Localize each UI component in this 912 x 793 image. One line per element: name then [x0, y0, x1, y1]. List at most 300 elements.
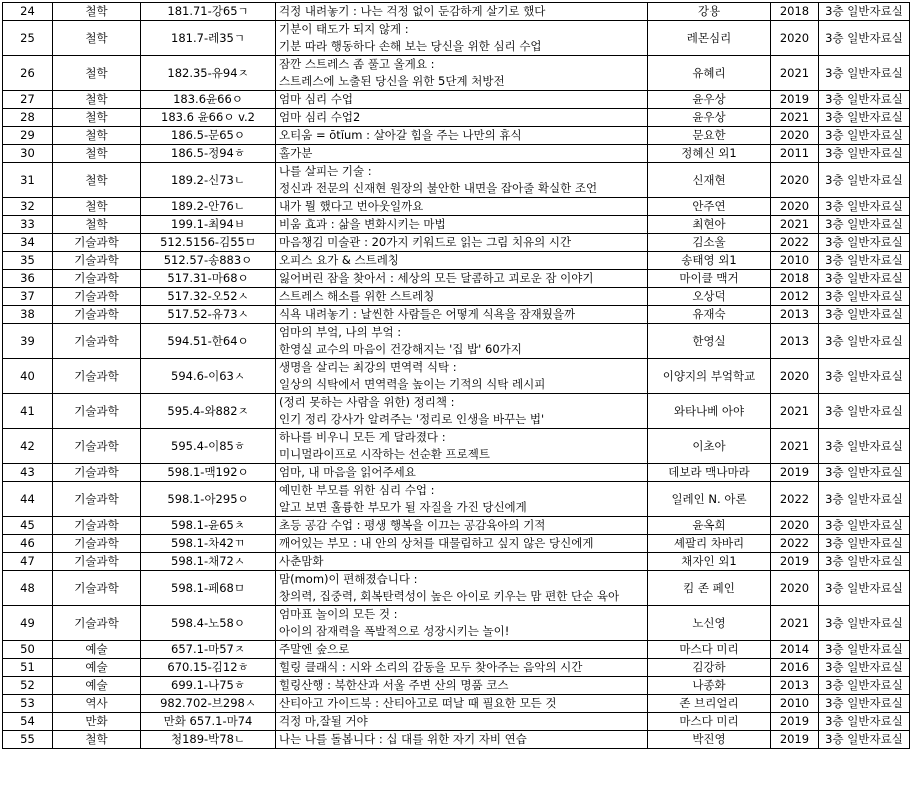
category-cell: 만화: [53, 713, 141, 731]
category-cell: 기술과학: [53, 234, 141, 252]
title-cell: [276, 127, 648, 145]
table-row: [3, 109, 910, 127]
location-cell: 3층 일반자료실: [819, 145, 910, 163]
table-row: [3, 270, 910, 288]
table-row: [3, 216, 910, 234]
row-number-cell: 26: [3, 56, 53, 91]
category-cell: 기술과학: [53, 606, 141, 641]
call-number-cell: 594.51-한64ㅇ: [141, 324, 276, 359]
category-cell: 철학: [53, 145, 141, 163]
category-cell: 기술과학: [53, 464, 141, 482]
location-cell: 3층 일반자료실: [819, 553, 910, 571]
category-cell: 철학: [53, 198, 141, 216]
year-cell: 2020: [771, 198, 819, 216]
row-number-cell: 39: [3, 324, 53, 359]
row-number-cell: 55: [3, 731, 53, 749]
title-line: 엄마의 부엌, 나의 부엌 :: [279, 325, 402, 339]
title-cell: [276, 464, 648, 482]
title-cell: [276, 109, 648, 127]
location-cell: 3층 일반자료실: [819, 429, 910, 464]
location-cell: 3층 일반자료실: [819, 359, 910, 394]
author-cell: 와타나베 아야: [648, 394, 771, 429]
title-line: 잃어버린 잠을 찾아서 : 세상의 모든 달콤하고 괴로운 잠 이야기: [279, 271, 594, 285]
row-number-cell: 25: [3, 21, 53, 56]
location-cell: 3층 일반자료실: [819, 91, 910, 109]
category-cell: 기술과학: [53, 252, 141, 270]
year-cell: 2013: [771, 677, 819, 695]
title-line: 기분 따라 행동하다 손해 보는 당신을 위한 심리 수업: [279, 39, 542, 53]
title-cell: [276, 145, 648, 163]
title-line: 맘(mom)이 편해졌습니다 :: [279, 572, 418, 586]
title-line: 아이의 잠재력을 폭발적으로 성장시키는 놀이!: [279, 624, 510, 638]
category-cell: 기술과학: [53, 429, 141, 464]
category-cell: 철학: [53, 91, 141, 109]
title-cell: [276, 324, 648, 359]
row-number-cell: 28: [3, 109, 53, 127]
title-line: 오티움 = ōtĭum : 살아갈 힘을 주는 나만의 휴식: [279, 128, 522, 142]
call-number-cell: 670.15-김12ㅎ: [141, 659, 276, 677]
location-cell: 3층 일반자료실: [819, 163, 910, 198]
author-cell: 마스다 미리: [648, 641, 771, 659]
year-cell: 2019: [771, 553, 819, 571]
table-row: [3, 324, 910, 359]
category-cell: 철학: [53, 731, 141, 749]
title-line: 힐링 클래식 : 시와 소리의 감동을 모두 찾아주는 음악의 시간: [279, 660, 583, 674]
row-number-cell: 50: [3, 641, 53, 659]
title-line: 오피스 요가 & 스트레칭: [279, 253, 399, 267]
author-cell: 존 브리얼리: [648, 695, 771, 713]
author-cell: 유혜리: [648, 56, 771, 91]
title-cell: [276, 695, 648, 713]
year-cell: 2018: [771, 270, 819, 288]
row-number-cell: 44: [3, 482, 53, 517]
table-row: [3, 198, 910, 216]
author-cell: 김강하: [648, 659, 771, 677]
location-cell: 3층 일반자료실: [819, 571, 910, 606]
table-row: [3, 91, 910, 109]
year-cell: 2021: [771, 394, 819, 429]
author-cell: 강용: [648, 3, 771, 21]
title-line: 엄마, 내 마음을 읽어주세요: [279, 465, 416, 479]
location-cell: 3층 일반자료실: [819, 517, 910, 535]
title-cell: [276, 306, 648, 324]
title-cell: [276, 535, 648, 553]
title-line: 산티아고 가이드북 : 산티아고로 떠날 때 필요한 모든 것: [279, 696, 557, 710]
author-cell: 송태영 외1: [648, 252, 771, 270]
year-cell: 2016: [771, 659, 819, 677]
call-number-cell: 595.4-이85ㅎ: [141, 429, 276, 464]
author-cell: 문요한: [648, 127, 771, 145]
year-cell: 2021: [771, 216, 819, 234]
call-number-cell: 181.7-레35ㄱ: [141, 21, 276, 56]
row-number-cell: 35: [3, 252, 53, 270]
category-cell: 철학: [53, 109, 141, 127]
location-cell: 3층 일반자료실: [819, 109, 910, 127]
title-line: 내가 뭘 했다고 번아웃일까요: [279, 199, 424, 213]
author-cell: 이양지의 부엌학교: [648, 359, 771, 394]
location-cell: 3층 일반자료실: [819, 216, 910, 234]
title-line: 비움 효과 : 삶을 변화시키는 마법: [279, 217, 446, 231]
title-cell: [276, 641, 648, 659]
author-cell: 안주연: [648, 198, 771, 216]
category-cell: 철학: [53, 163, 141, 198]
year-cell: 2022: [771, 482, 819, 517]
row-number-cell: 45: [3, 517, 53, 535]
call-number-cell: 598.1-아295ㅇ: [141, 482, 276, 517]
call-number-cell: 512.57-송883ㅇ: [141, 252, 276, 270]
title-cell: [276, 731, 648, 749]
table-row: [3, 56, 910, 91]
location-cell: 3층 일반자료실: [819, 56, 910, 91]
title-cell: [276, 163, 648, 198]
row-number-cell: 42: [3, 429, 53, 464]
title-line: 창의력, 집중력, 회복탄력성이 높은 아이로 키우는 맘 편한 단순 육아: [279, 589, 620, 603]
author-cell: 레몬심리: [648, 21, 771, 56]
year-cell: 2010: [771, 695, 819, 713]
category-cell: 역사: [53, 695, 141, 713]
year-cell: 2019: [771, 464, 819, 482]
row-number-cell: 37: [3, 288, 53, 306]
title-line: 나를 살피는 기술 :: [279, 164, 372, 178]
title-line: 사춘맘화: [279, 554, 324, 568]
table-row: [3, 695, 910, 713]
year-cell: 2018: [771, 3, 819, 21]
row-number-cell: 27: [3, 91, 53, 109]
author-cell: 최현아: [648, 216, 771, 234]
author-cell: 유재숙: [648, 306, 771, 324]
category-cell: 기술과학: [53, 270, 141, 288]
call-number-cell: 517.31-마68ㅇ: [141, 270, 276, 288]
title-line: 스트레스에 노출된 당신을 위한 5단계 처방전: [279, 74, 505, 88]
category-cell: 철학: [53, 56, 141, 91]
author-cell: 윤옥희: [648, 517, 771, 535]
call-number-cell: 199.1-최94ㅂ: [141, 216, 276, 234]
category-cell: 기술과학: [53, 517, 141, 535]
year-cell: 2022: [771, 234, 819, 252]
table-row: [3, 731, 910, 749]
year-cell: 2020: [771, 127, 819, 145]
table-row: [3, 659, 910, 677]
title-cell: [276, 270, 648, 288]
call-number-cell: 189.2-신73ㄴ: [141, 163, 276, 198]
location-cell: 3층 일반자료실: [819, 324, 910, 359]
table-row: [3, 234, 910, 252]
call-number-cell: 181.71-강65ㄱ: [141, 3, 276, 21]
table-body: [3, 3, 910, 749]
year-cell: 2021: [771, 109, 819, 127]
call-number-cell: 598.1-차42ㄲ: [141, 535, 276, 553]
category-cell: 기술과학: [53, 324, 141, 359]
table-row: [3, 252, 910, 270]
call-number-cell: 183.6 윤66ㅇ v.2: [141, 109, 276, 127]
location-cell: 3층 일반자료실: [819, 535, 910, 553]
year-cell: 2020: [771, 517, 819, 535]
call-number-cell: 598.1-맥192ㅇ: [141, 464, 276, 482]
title-cell: [276, 288, 648, 306]
row-number-cell: 46: [3, 535, 53, 553]
author-cell: 일레인 N. 아론: [648, 482, 771, 517]
title-line: 엄마표 놀이의 모든 것 :: [279, 607, 398, 621]
location-cell: 3층 일반자료실: [819, 3, 910, 21]
location-cell: 3층 일반자료실: [819, 198, 910, 216]
row-number-cell: 51: [3, 659, 53, 677]
call-number-cell: 만화 657.1-마74: [141, 713, 276, 731]
title-cell: [276, 677, 648, 695]
row-number-cell: 47: [3, 553, 53, 571]
year-cell: 2021: [771, 429, 819, 464]
author-cell: 데보라 맥나마라: [648, 464, 771, 482]
location-cell: 3층 일반자료실: [819, 482, 910, 517]
table-row: [3, 713, 910, 731]
title-line: 미니멀라이프로 시작하는 선순환 프로젝트: [279, 447, 490, 461]
title-line: 스트레스 해소를 위한 스트레칭: [279, 289, 435, 303]
call-number-cell: 517.32-오52ㅅ: [141, 288, 276, 306]
author-cell: 이초아: [648, 429, 771, 464]
author-cell: 오상덕: [648, 288, 771, 306]
category-cell: 철학: [53, 21, 141, 56]
year-cell: 2010: [771, 252, 819, 270]
row-number-cell: 49: [3, 606, 53, 641]
title-cell: [276, 659, 648, 677]
row-number-cell: 32: [3, 198, 53, 216]
table-row: [3, 641, 910, 659]
author-cell: 나종화: [648, 677, 771, 695]
category-cell: 기술과학: [53, 553, 141, 571]
year-cell: 2019: [771, 91, 819, 109]
author-cell: 킴 존 페인: [648, 571, 771, 606]
author-cell: 신재현: [648, 163, 771, 198]
location-cell: 3층 일반자료실: [819, 713, 910, 731]
category-cell: 기술과학: [53, 394, 141, 429]
year-cell: 2012: [771, 288, 819, 306]
row-number-cell: 36: [3, 270, 53, 288]
title-cell: [276, 359, 648, 394]
row-number-cell: 53: [3, 695, 53, 713]
category-cell: 기술과학: [53, 359, 141, 394]
table-row: [3, 677, 910, 695]
category-cell: 기술과학: [53, 482, 141, 517]
call-number-cell: 699.1-나75ㅎ: [141, 677, 276, 695]
author-cell: 정혜신 외1: [648, 145, 771, 163]
category-cell: 예술: [53, 659, 141, 677]
year-cell: 2011: [771, 145, 819, 163]
title-line: 한영실 교수의 마음이 건강해지는 '집 밥' 60가지: [279, 342, 522, 356]
row-number-cell: 31: [3, 163, 53, 198]
call-number-cell: 982.702-브298ㅅ: [141, 695, 276, 713]
category-cell: 기술과학: [53, 288, 141, 306]
location-cell: 3층 일반자료실: [819, 306, 910, 324]
table-row: [3, 517, 910, 535]
title-line: 식욕 내려놓기 : 날씬한 사람들은 어떻게 식욕을 잠재웠을까: [279, 307, 576, 321]
call-number-cell: 595.4-와882ㅈ: [141, 394, 276, 429]
title-line: 홀가분: [279, 146, 313, 160]
call-number-cell: 594.6-이63ㅅ: [141, 359, 276, 394]
table-row: [3, 394, 910, 429]
table-row: [3, 606, 910, 641]
call-number-cell: 512.5156-김55ㅁ: [141, 234, 276, 252]
year-cell: 2020: [771, 163, 819, 198]
author-cell: 마스다 미리: [648, 713, 771, 731]
call-number-cell: 189.2-안76ㄴ: [141, 198, 276, 216]
title-cell: [276, 234, 648, 252]
row-number-cell: 41: [3, 394, 53, 429]
table-row: [3, 288, 910, 306]
author-cell: 윤우상: [648, 109, 771, 127]
category-cell: 철학: [53, 216, 141, 234]
location-cell: 3층 일반자료실: [819, 641, 910, 659]
title-cell: [276, 517, 648, 535]
year-cell: 2019: [771, 731, 819, 749]
call-number-cell: 598.1-페68ㅁ: [141, 571, 276, 606]
row-number-cell: 43: [3, 464, 53, 482]
call-number-cell: 517.52-유73ㅅ: [141, 306, 276, 324]
row-number-cell: 34: [3, 234, 53, 252]
title-cell: [276, 429, 648, 464]
title-line: 마음챙김 미술관 : 20가지 키워드로 읽는 그림 치유의 시간: [279, 235, 572, 249]
row-number-cell: 40: [3, 359, 53, 394]
title-line: 주말엔 숲으로: [279, 642, 350, 656]
table-row: [3, 306, 910, 324]
category-cell: 기술과학: [53, 306, 141, 324]
title-line: 알고 보면 훌륭한 부모가 될 자질을 가진 당신에게: [279, 500, 527, 514]
author-cell: 박진영: [648, 731, 771, 749]
location-cell: 3층 일반자료실: [819, 394, 910, 429]
title-line: 생명을 살리는 최강의 면역력 식탁 :: [279, 360, 457, 374]
title-cell: [276, 606, 648, 641]
title-line: 걱정 마,잘될 거야: [279, 714, 368, 728]
year-cell: 2019: [771, 713, 819, 731]
title-line: 정신과 전문의 신재현 원장의 불안한 내면을 잡아줄 확실한 조언: [279, 181, 598, 195]
row-number-cell: 30: [3, 145, 53, 163]
title-cell: [276, 553, 648, 571]
year-cell: 2020: [771, 571, 819, 606]
category-cell: 예술: [53, 677, 141, 695]
table-row: [3, 127, 910, 145]
title-cell: [276, 713, 648, 731]
author-cell: 한영실: [648, 324, 771, 359]
title-line: 일상의 식탁에서 면역력을 높이는 기적의 식탁 레시피: [279, 377, 546, 391]
category-cell: 철학: [53, 3, 141, 21]
author-cell: 셰팔리 차바리: [648, 535, 771, 553]
location-cell: 3층 일반자료실: [819, 695, 910, 713]
title-line: 예민한 부모를 위한 심리 수업 :: [279, 483, 435, 497]
location-cell: 3층 일반자료실: [819, 659, 910, 677]
year-cell: 2021: [771, 606, 819, 641]
table-row: [3, 429, 910, 464]
title-line: 잠깐 스트레스 좀 풀고 올게요 :: [279, 57, 435, 71]
author-cell: 노신영: [648, 606, 771, 641]
location-cell: 3층 일반자료실: [819, 21, 910, 56]
title-cell: [276, 394, 648, 429]
location-cell: 3층 일반자료실: [819, 606, 910, 641]
category-cell: 철학: [53, 127, 141, 145]
location-cell: 3층 일반자료실: [819, 731, 910, 749]
row-number-cell: 52: [3, 677, 53, 695]
table-row: [3, 553, 910, 571]
table-row: [3, 464, 910, 482]
title-line: 나는 나를 돌봅니다 : 십 대를 위한 자기 자비 연습: [279, 732, 527, 746]
title-cell: [276, 216, 648, 234]
table-row: [3, 535, 910, 553]
title-cell: [276, 91, 648, 109]
year-cell: 2013: [771, 306, 819, 324]
call-number-cell: 657.1-마57ㅈ: [141, 641, 276, 659]
category-cell: 기술과학: [53, 535, 141, 553]
title-line: 걱정 내려놓기 : 나는 걱정 없이 둔감하게 살기로 했다: [279, 4, 546, 18]
title-cell: [276, 21, 648, 56]
title-cell: [276, 571, 648, 606]
call-number-cell: 598.1-채72ㅅ: [141, 553, 276, 571]
title-line: 엄마 심리 수업: [279, 92, 353, 106]
title-line: 초등 공감 수업 : 평생 행복을 이끄는 공감육아의 기적: [279, 518, 546, 532]
table-row: [3, 145, 910, 163]
call-number-cell: 청189-박78ㄴ: [141, 731, 276, 749]
call-number-cell: 186.5-정94ㅎ: [141, 145, 276, 163]
row-number-cell: 54: [3, 713, 53, 731]
call-number-cell: 598.4-노58ㅇ: [141, 606, 276, 641]
author-cell: 마이클 맥거: [648, 270, 771, 288]
year-cell: 2021: [771, 56, 819, 91]
year-cell: 2014: [771, 641, 819, 659]
title-line: 하나를 비우니 모든 게 달라졌다 :: [279, 430, 446, 444]
table-row: [3, 482, 910, 517]
book-list-table: [2, 2, 910, 749]
year-cell: 2020: [771, 21, 819, 56]
title-line: 인기 정리 강사가 알려주는 '정리로 인생을 바꾸는 법': [279, 412, 545, 426]
call-number-cell: 598.1-윤65ㅊ: [141, 517, 276, 535]
row-number-cell: 24: [3, 3, 53, 21]
call-number-cell: 186.5-문65ㅇ: [141, 127, 276, 145]
year-cell: 2013: [771, 324, 819, 359]
title-cell: [276, 482, 648, 517]
title-line: 엄마 심리 수업2: [279, 110, 361, 124]
location-cell: 3층 일반자료실: [819, 270, 910, 288]
call-number-cell: 183.6윤66ㅇ: [141, 91, 276, 109]
title-line: (정리 못하는 사람을 위한) 정리책 :: [279, 395, 455, 409]
year-cell: 2022: [771, 535, 819, 553]
category-cell: 기술과학: [53, 571, 141, 606]
year-cell: 2020: [771, 359, 819, 394]
row-number-cell: 29: [3, 127, 53, 145]
table-row: [3, 571, 910, 606]
table-row: [3, 21, 910, 56]
author-cell: 채자인 외1: [648, 553, 771, 571]
title-cell: [276, 3, 648, 21]
category-cell: 예술: [53, 641, 141, 659]
author-cell: 윤우상: [648, 91, 771, 109]
location-cell: 3층 일반자료실: [819, 677, 910, 695]
title-cell: [276, 198, 648, 216]
author-cell: 김소울: [648, 234, 771, 252]
title-line: 깨어있는 부모 : 내 안의 상처를 대물림하고 싶지 않은 당신에게: [279, 536, 594, 550]
call-number-cell: 182.35-유94ㅈ: [141, 56, 276, 91]
table-row: [3, 359, 910, 394]
title-line: 힐링산행 : 북한산과 서울 주변 산의 명품 코스: [279, 678, 509, 692]
table-row: [3, 3, 910, 21]
row-number-cell: 48: [3, 571, 53, 606]
title-cell: [276, 56, 648, 91]
location-cell: 3층 일반자료실: [819, 464, 910, 482]
location-cell: 3층 일반자료실: [819, 252, 910, 270]
location-cell: 3층 일반자료실: [819, 127, 910, 145]
row-number-cell: 33: [3, 216, 53, 234]
title-cell: [276, 252, 648, 270]
row-number-cell: 38: [3, 306, 53, 324]
location-cell: 3층 일반자료실: [819, 288, 910, 306]
table-row: [3, 163, 910, 198]
location-cell: 3층 일반자료실: [819, 234, 910, 252]
title-line: 기분이 태도가 되지 않게 :: [279, 22, 409, 36]
